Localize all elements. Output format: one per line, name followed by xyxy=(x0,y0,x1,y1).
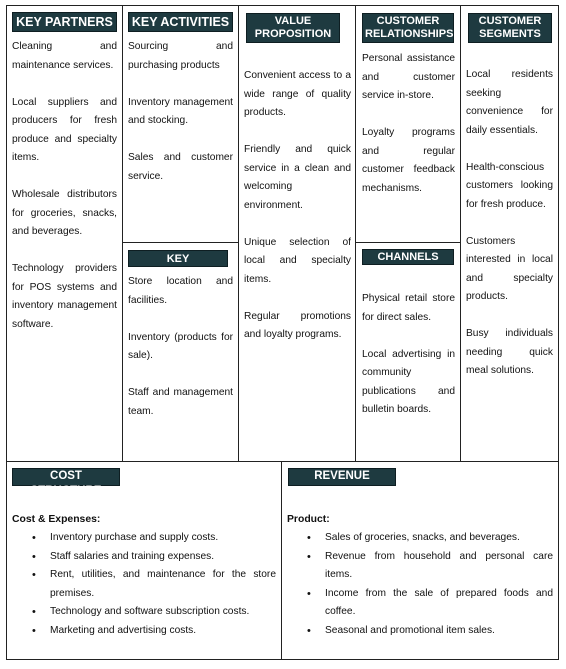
channels-title: CHANNELS xyxy=(362,249,454,265)
list-item: Technology providers for POS systems and inventory management software. xyxy=(12,263,117,330)
section-channels xyxy=(356,243,460,461)
list-item: Busy individuals needing quick meal solutions. xyxy=(466,328,553,376)
section-cost-structure xyxy=(7,462,281,659)
list-item: Loyalty programs and regular customer feedback mechanisms. xyxy=(362,127,455,194)
section-customer-relationships xyxy=(356,6,460,242)
list-item: Sourcing and purchasing products xyxy=(128,41,233,71)
key-partners-title: KEY PARTNERS xyxy=(12,12,117,32)
section-customer-segments xyxy=(461,6,558,461)
cost-structure-title: COST STRUCTURE xyxy=(12,468,120,486)
customer-segments-list xyxy=(466,66,553,381)
customer-segments-title-line1: CUSTOMER xyxy=(478,15,542,27)
list-item: • Staff salaries and training expenses. xyxy=(12,548,276,567)
value-proposition-title-line2: PROPOSITION xyxy=(254,28,332,40)
list-item: • Rent, utilities, and maintenance for the store premises. xyxy=(12,566,276,603)
list-item: Store location and facilities. xyxy=(128,276,233,306)
revenue-title: REVENUE xyxy=(288,468,396,486)
list-item: Physical retail store for direct sales. xyxy=(362,293,455,323)
value-proposition-list xyxy=(244,67,351,345)
list-item: Inventory (products for sale). xyxy=(128,331,233,361)
section-revenue xyxy=(282,462,558,659)
list-item: Customers interested in local and specialty products. xyxy=(466,235,553,302)
list-item: Local advertising in community publications and bulletin boards. xyxy=(362,348,455,415)
list-item: • Income from the sale of prepared foods and coffee. xyxy=(287,585,553,622)
list-item: Personal assistance and customer service in-store. xyxy=(362,53,455,101)
list-item: Local residents seeking convenience for daily essentials. xyxy=(466,69,553,136)
key-activities-title: KEY ACTIVITIES xyxy=(128,12,233,32)
section-key-partners xyxy=(7,6,122,461)
list-item: Convenient access to a wide range of quality products. xyxy=(244,70,351,118)
revenue-list xyxy=(287,529,553,640)
customer-relationships-title-line2: RELATIONSHIPS xyxy=(365,28,454,40)
key-resources-list xyxy=(128,273,233,421)
key-activities-list xyxy=(128,38,233,186)
list-item: Unique selection of local and specialty items. xyxy=(244,236,351,285)
key-resources-title: KEY RESOURCES xyxy=(128,250,228,267)
section-key-resources xyxy=(123,243,238,461)
list-item: Health-conscious customers looking for fresh produce. xyxy=(466,161,553,210)
channels-list xyxy=(362,290,455,420)
list-item: • Seasonal and promotional item sales. xyxy=(287,622,553,641)
list-item: Staff and management team. xyxy=(128,387,233,417)
list-item: • Revenue from household and personal care items. xyxy=(287,548,553,585)
list-item: Inventory management and stocking. xyxy=(128,96,233,126)
cost-structure-list xyxy=(12,529,276,640)
section-value-proposition xyxy=(239,6,355,461)
list-item: • Inventory purchase and supply costs. xyxy=(12,529,276,548)
revenue-subheading: Product: xyxy=(287,514,330,525)
list-item: • Technology and software subscription costs. xyxy=(12,603,276,622)
frame-right-border xyxy=(558,5,559,660)
customer-relationships-list xyxy=(362,50,455,198)
cost-structure-subheading: Cost & Expenses: xyxy=(12,514,101,525)
customer-segments-title xyxy=(468,13,552,43)
list-item: Local suppliers and producers for fresh produce and specialty items. xyxy=(12,96,117,163)
list-item: • Sales of groceries, snacks, and beverages. xyxy=(287,529,553,548)
section-key-activities xyxy=(123,6,238,242)
list-item: Cleaning and maintenance services. xyxy=(12,41,117,71)
key-partners-list xyxy=(12,38,117,334)
list-item: Friendly and quick service in a clean and welcoming environment. xyxy=(244,144,351,211)
list-item: Regular promotions and loyalty programs. xyxy=(244,310,351,340)
value-proposition-title xyxy=(246,13,340,43)
customer-segments-title-line2: SEGMENTS xyxy=(479,28,541,40)
list-item: Sales and customer service. xyxy=(128,152,233,182)
customer-relationships-title xyxy=(362,13,454,43)
frame-bottom-border xyxy=(6,659,559,660)
customer-relationships-title-line1: CUSTOMER xyxy=(376,15,440,27)
list-item: • Marketing and advertising costs. xyxy=(12,622,276,641)
value-proposition-title-line1: VALUE xyxy=(274,15,312,27)
list-item: Wholesale distributors for groceries, snacks, and beverages. xyxy=(12,189,117,237)
